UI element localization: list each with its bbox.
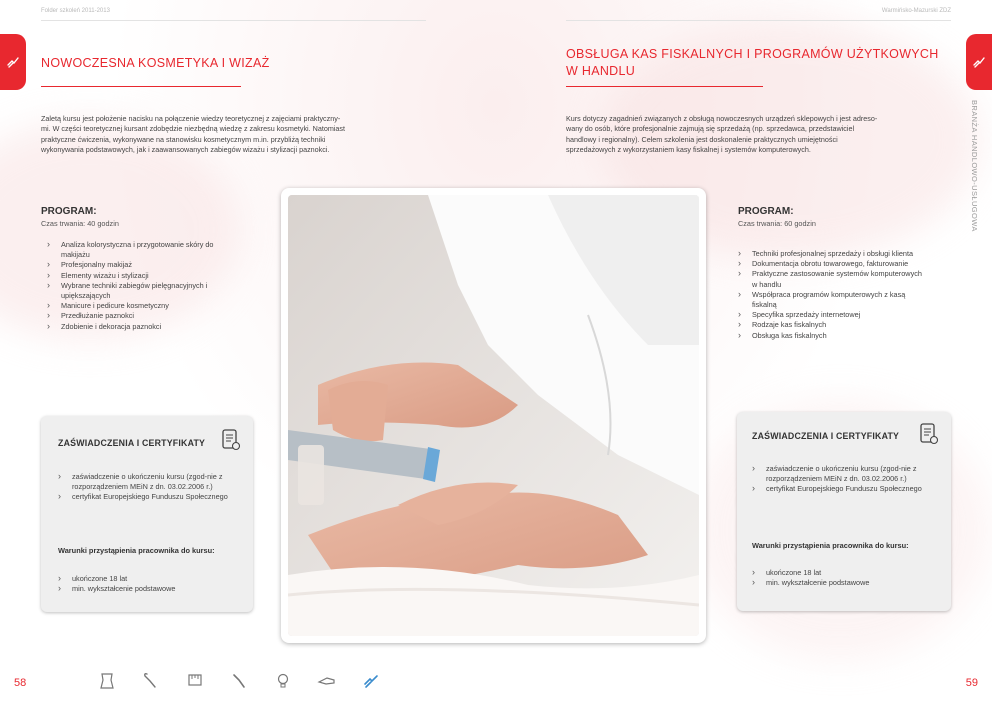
list-item: › Specyfika sprzedaży internetowej [738,310,928,320]
course-description: Kurs dotyczy zagadnień związanych z obsługą nowoczesnych urządzeń sklepowych i jest adreso- wany do osób, które profesjonalnie zajmują się sprzedażą (np. sprzedawca, przedstawiciel handlowy i regionalny). Celem szkolenia jest doskonalenie praktycznych umiejętności sprzedażowych z wykorzystaniem kasy fiskalnej i systemów komputerowych. [566,114,878,154]
conditions-title: Warunki przystąpienia pracownika do kursu: [58,546,215,555]
program-heading: PROGRAM: [41,206,97,217]
hands-icon[interactable] [360,670,382,692]
list-item: › zaświadczenie o ukończeniu kursu (zgod-nie z rozporządzeniem MEiN z dn. 03.02.2006 r.) [752,464,932,484]
list-item: › Techniki profesjonalnej sprzedaży i obsługi klienta [738,249,928,259]
category-tab-left [0,34,26,90]
header-right: Warmińsko-Mazurski ZDZ [881,8,951,14]
program-duration: Czas trwania: 40 godzin [41,219,119,228]
program-duration: Czas trwania: 60 godzin [738,219,816,228]
certificates-list [752,464,932,495]
conditions-list [58,574,238,594]
apron-icon[interactable] [96,670,118,692]
course-description: Zaletą kursu jest położenie nacisku na połączenie wiedzy teoretycznej z zajęciami praktyczny- mi. W części teoretycznej kursant zdobędzie niezbędną wiedzę z zakresu kosmetyki. Natomiast praktyczne ćwiczenia, wykonywane na stanowisku kosmetycznym m.in. przybliżą techniki wykonywania podstawowych, jak i zaawansowanych zabiegów wizażu i stylizacji paznokci. [41,114,345,154]
hands-icon [972,55,986,69]
measuring-icon[interactable] [184,670,206,692]
certificates-title: ZAŚWIADCZENIA I CERTYFIKATY [752,431,900,441]
wrench-icon[interactable] [140,670,162,692]
list-item: › min. wykształcenie podstawowe [58,584,238,594]
certificates-box [41,416,253,612]
page-number-left: 58 [14,677,27,689]
hands-icon [6,55,20,69]
list-item: › zaświadczenie o ukończeniu kursu (zgod-nie z rozporządzeniem MEiN z dn. 03.02.2006 r.) [58,472,238,492]
divider [41,20,426,21]
divider [566,20,951,21]
certificates-title: ZAŚWIADCZENIA I CERTYFIKATY [58,438,206,448]
conditions-list [752,568,932,588]
section-label: BRANŻA HANDLOWO-USŁUGOWA [970,100,979,232]
page-number-right: 59 [965,677,978,689]
header-left: Folder szkoleń 2011-2013 [41,8,110,14]
course-title: OBSŁUGA KAS FISKALNYCH I PROGRAMÓW UŻYTKOWYCH W HANDLU [566,47,939,78]
certificates-list [58,472,238,503]
title-underline [41,86,241,87]
course-title: NOWOCZESNA KOSMETYKA I WIZAŻ [41,56,270,70]
manicure-photo [281,188,706,643]
document-icon [221,428,241,452]
list-item: › Manicure i pedicure kosmetyczny [47,301,237,311]
program-heading: PROGRAM: [738,206,794,217]
hand-icon[interactable] [316,670,338,692]
list-item: › certyfikat Europejskiego Funduszu Społecznego [58,492,238,502]
screwdriver-icon[interactable] [228,670,250,692]
list-item: › Obsługa kas fiskalnych [738,331,928,341]
list-item: › min. wykształcenie podstawowe [752,578,932,588]
manicure-image [288,195,699,636]
lightbulb-icon[interactable] [272,670,294,692]
list-item: › Dokumentacja obrotu towarowego, fakturowanie [738,259,928,269]
list-item: › Wybrane techniki zabiegów pielęgnacyjnych i upiększających [47,281,237,301]
list-item: › certyfikat Europejskiego Funduszu Społecznego [752,484,932,494]
conditions-title: Warunki przystąpienia pracownika do kursu: [752,541,909,550]
list-item: › ukończone 18 lat [58,574,238,584]
category-tab-right [966,34,992,90]
list-item: › Praktyczne zastosowanie systemów komputerowych w handlu [738,269,928,289]
list-item: › ukończone 18 lat [752,568,932,578]
certificates-box [737,412,951,611]
program-list [738,249,928,341]
title-underline [566,86,763,87]
list-item: › Profesjonalny makijaż [47,260,237,270]
program-list [47,240,237,332]
list-item: › Rodzaje kas fiskalnych [738,320,928,330]
document-icon [919,422,939,446]
list-item: › Współpraca programów komputerowych z kasą fiskalną [738,290,928,310]
category-icons [96,670,382,692]
list-item: › Analiza kolorystyczna i przygotowanie skóry do makijażu [47,240,237,260]
list-item: › Elementy wizażu i stylizacji [47,271,237,281]
list-item: › Zdobienie i dekoracja paznokci [47,322,237,332]
list-item: › Przedłużanie paznokci [47,311,237,321]
